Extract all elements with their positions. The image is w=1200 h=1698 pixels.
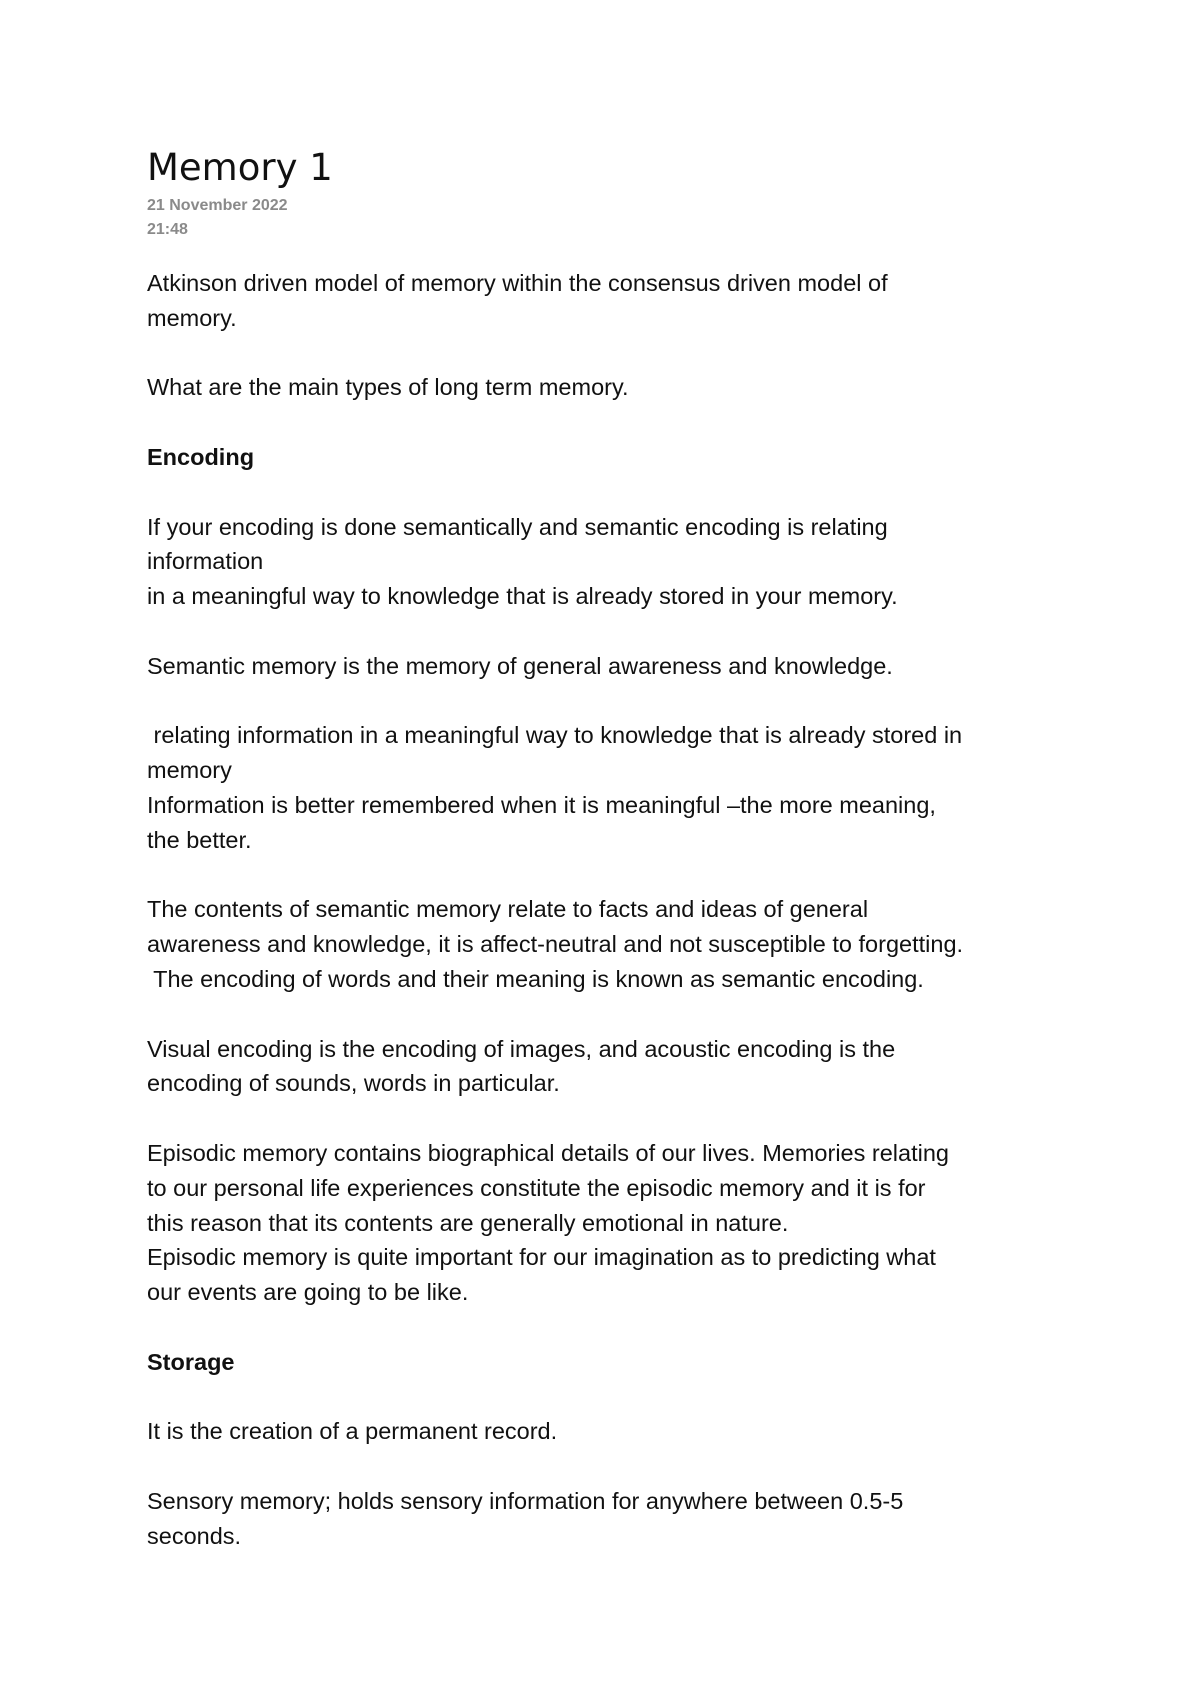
- text-line: The encoding of words and their meaning is known as semantic encoding.: [147, 965, 924, 992]
- text-line: Episodic memory contains biographical details of our lives. Memories relating: [147, 1139, 949, 1166]
- text-line: What are the main types of long term memory.: [147, 374, 629, 401]
- section-heading-encoding: Encoding: [147, 443, 255, 470]
- text-line: memory.: [147, 304, 237, 331]
- text-line: The contents of semantic memory relate to facts and ideas of general: [147, 896, 869, 923]
- paragraph: [147, 266, 1077, 336]
- text-line: Information is better remembered when it is meaningful –the more meaning,: [147, 791, 936, 818]
- note-time: 21:48: [147, 221, 188, 238]
- text-line: It is the creation of a permanent record.: [147, 1418, 558, 1445]
- text-line: awareness and knowledge, it is affect-neutral and not susceptible to forgetting.: [147, 931, 964, 958]
- text-line: Episodic memory is quite important for our imagination as to predicting what: [147, 1244, 936, 1271]
- note-content: [147, 266, 1077, 1553]
- text-line: Sensory memory; holds sensory information for anywhere between 0.5-5: [147, 1487, 904, 1514]
- note-page: [147, 146, 1077, 1588]
- paragraph: [147, 718, 1077, 857]
- paragraph: [147, 649, 1077, 684]
- text-line: to our personal life experiences constitute the episodic memory and it is for: [147, 1174, 926, 1201]
- text-line: our events are going to be like.: [147, 1279, 469, 1306]
- note-date: 21 November 2022: [147, 197, 288, 214]
- paragraph: [147, 510, 1077, 614]
- text-line: If your encoding is done semantically and semantic encoding is relating: [147, 513, 888, 540]
- text-line: memory: [147, 757, 232, 784]
- text-line: in a meaningful way to knowledge that is already stored in your memory.: [147, 583, 898, 610]
- text-line: Atkinson driven model of memory within the consensus driven model of: [147, 270, 888, 296]
- page-title: Memory 1: [147, 146, 333, 189]
- text-line: seconds.: [147, 1522, 242, 1549]
- text-line: this reason that its contents are generally emotional in nature.: [147, 1209, 789, 1236]
- text-line: Semantic memory is the memory of general awareness and knowledge.: [147, 652, 893, 679]
- paragraph: [147, 892, 1077, 996]
- paragraph: [147, 1032, 1077, 1102]
- text-line: encoding of sounds, words in particular.: [147, 1070, 560, 1097]
- paragraph: [147, 1136, 1077, 1310]
- paragraph: [147, 370, 1077, 405]
- text-line: relating information in a meaningful way to knowledge that is already stored in: [147, 722, 963, 749]
- paragraph: [147, 1414, 1077, 1449]
- paragraph: [147, 1484, 1077, 1554]
- text-line: the better.: [147, 826, 252, 853]
- text-line: Visual encoding is the encoding of images, and acoustic encoding is the: [147, 1035, 896, 1062]
- section-heading-storage: Storage: [147, 1348, 235, 1375]
- text-line: information: [147, 548, 264, 575]
